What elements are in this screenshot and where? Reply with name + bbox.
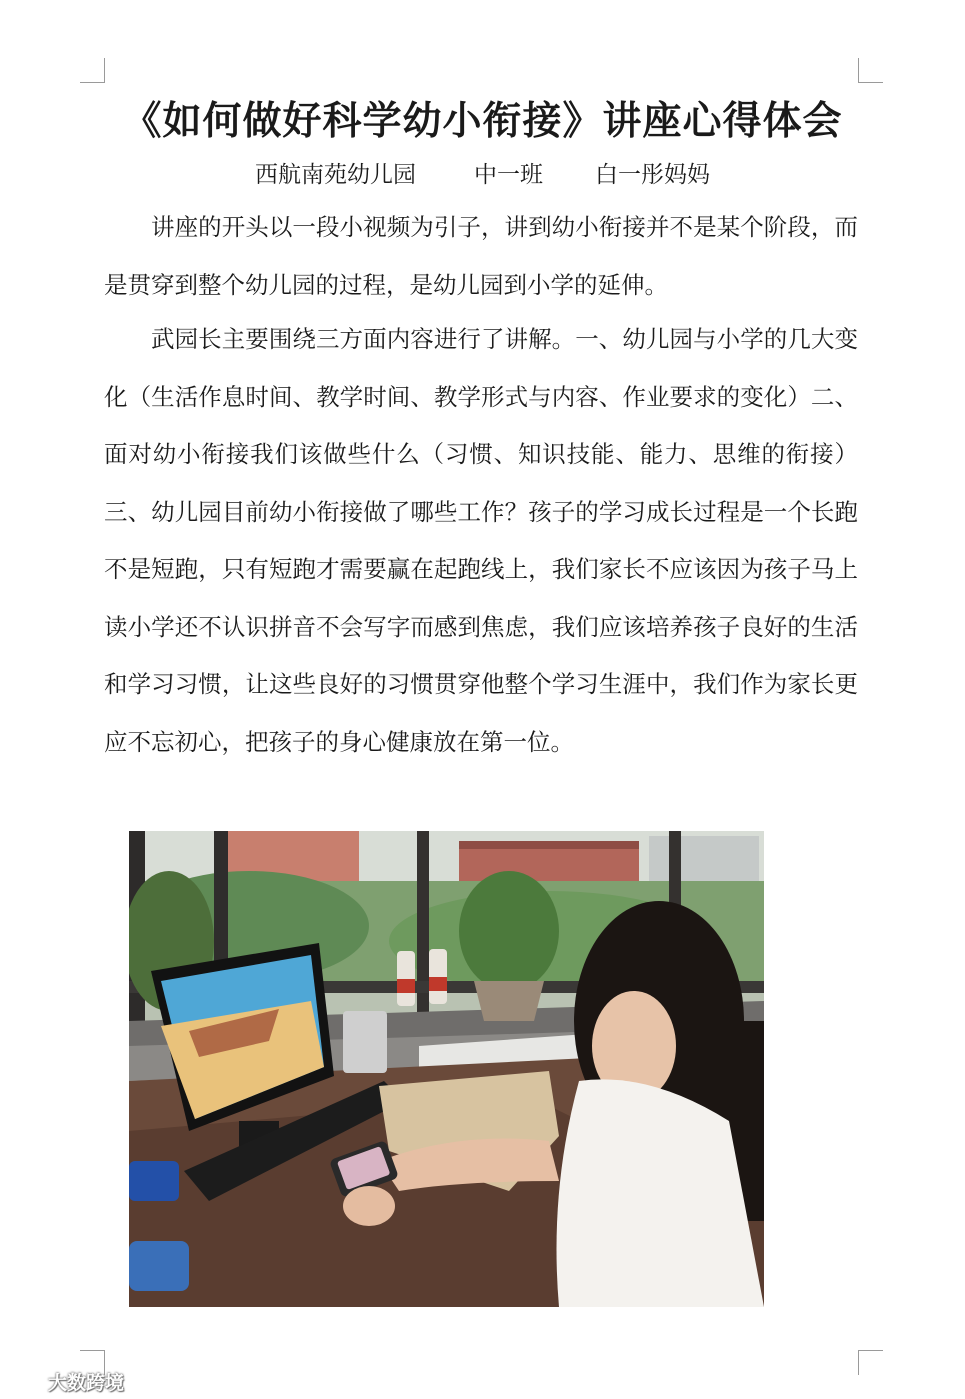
page-corner-mark-bottom-right <box>858 1350 883 1375</box>
class-name: 中一班 <box>474 162 543 188</box>
author-name: 白一彤妈妈 <box>595 162 710 188</box>
document-byline <box>0 156 965 189</box>
watermark-text: 大数跨境 <box>48 1371 125 1394</box>
document-title: 《如何做好科学幼小衔接》讲座心得体会 <box>122 99 843 144</box>
page-corner-mark-top-left <box>80 58 105 83</box>
watermark <box>10 1368 124 1394</box>
paragraph-intro: 讲座的开头以一段小视频为引子，讲到幼小衔接并不是某个阶段，而是贯穿到整个幼儿园的过程，是幼儿园到小学的延伸。 <box>104 213 858 299</box>
page-corner-mark-top-right <box>858 58 883 83</box>
school-name: 西航南苑幼儿园 <box>255 162 416 188</box>
lecture-photo <box>129 831 764 1307</box>
watermark-logo-icon <box>10 1370 44 1392</box>
paragraph-main: 武园长主要围绕三方面内容进行了讲解。一、幼儿园与小学的几大变化（生活作息时间、教学时间、教学形式与内容、作业要求的变化）二、面对幼小衔接我们该做些什么（习惯、知识技能、能力、思维的衔接）三、幼儿园目前幼小衔接做了哪些工作？孩子的学习成长过程是一个长跑不是短跑，只有短跑才需要赢在起跑线上，我们家长不应该因为孩子马上读小学还不认识拼音不会写字而感到焦虑，我们应该培养孩子良好的生活和学习习惯，让这些良好的习惯贯穿他整个学习生涯中，我们作为家长更应不忘初心，把孩子的身心健康放在第一位。 <box>104 325 858 756</box>
